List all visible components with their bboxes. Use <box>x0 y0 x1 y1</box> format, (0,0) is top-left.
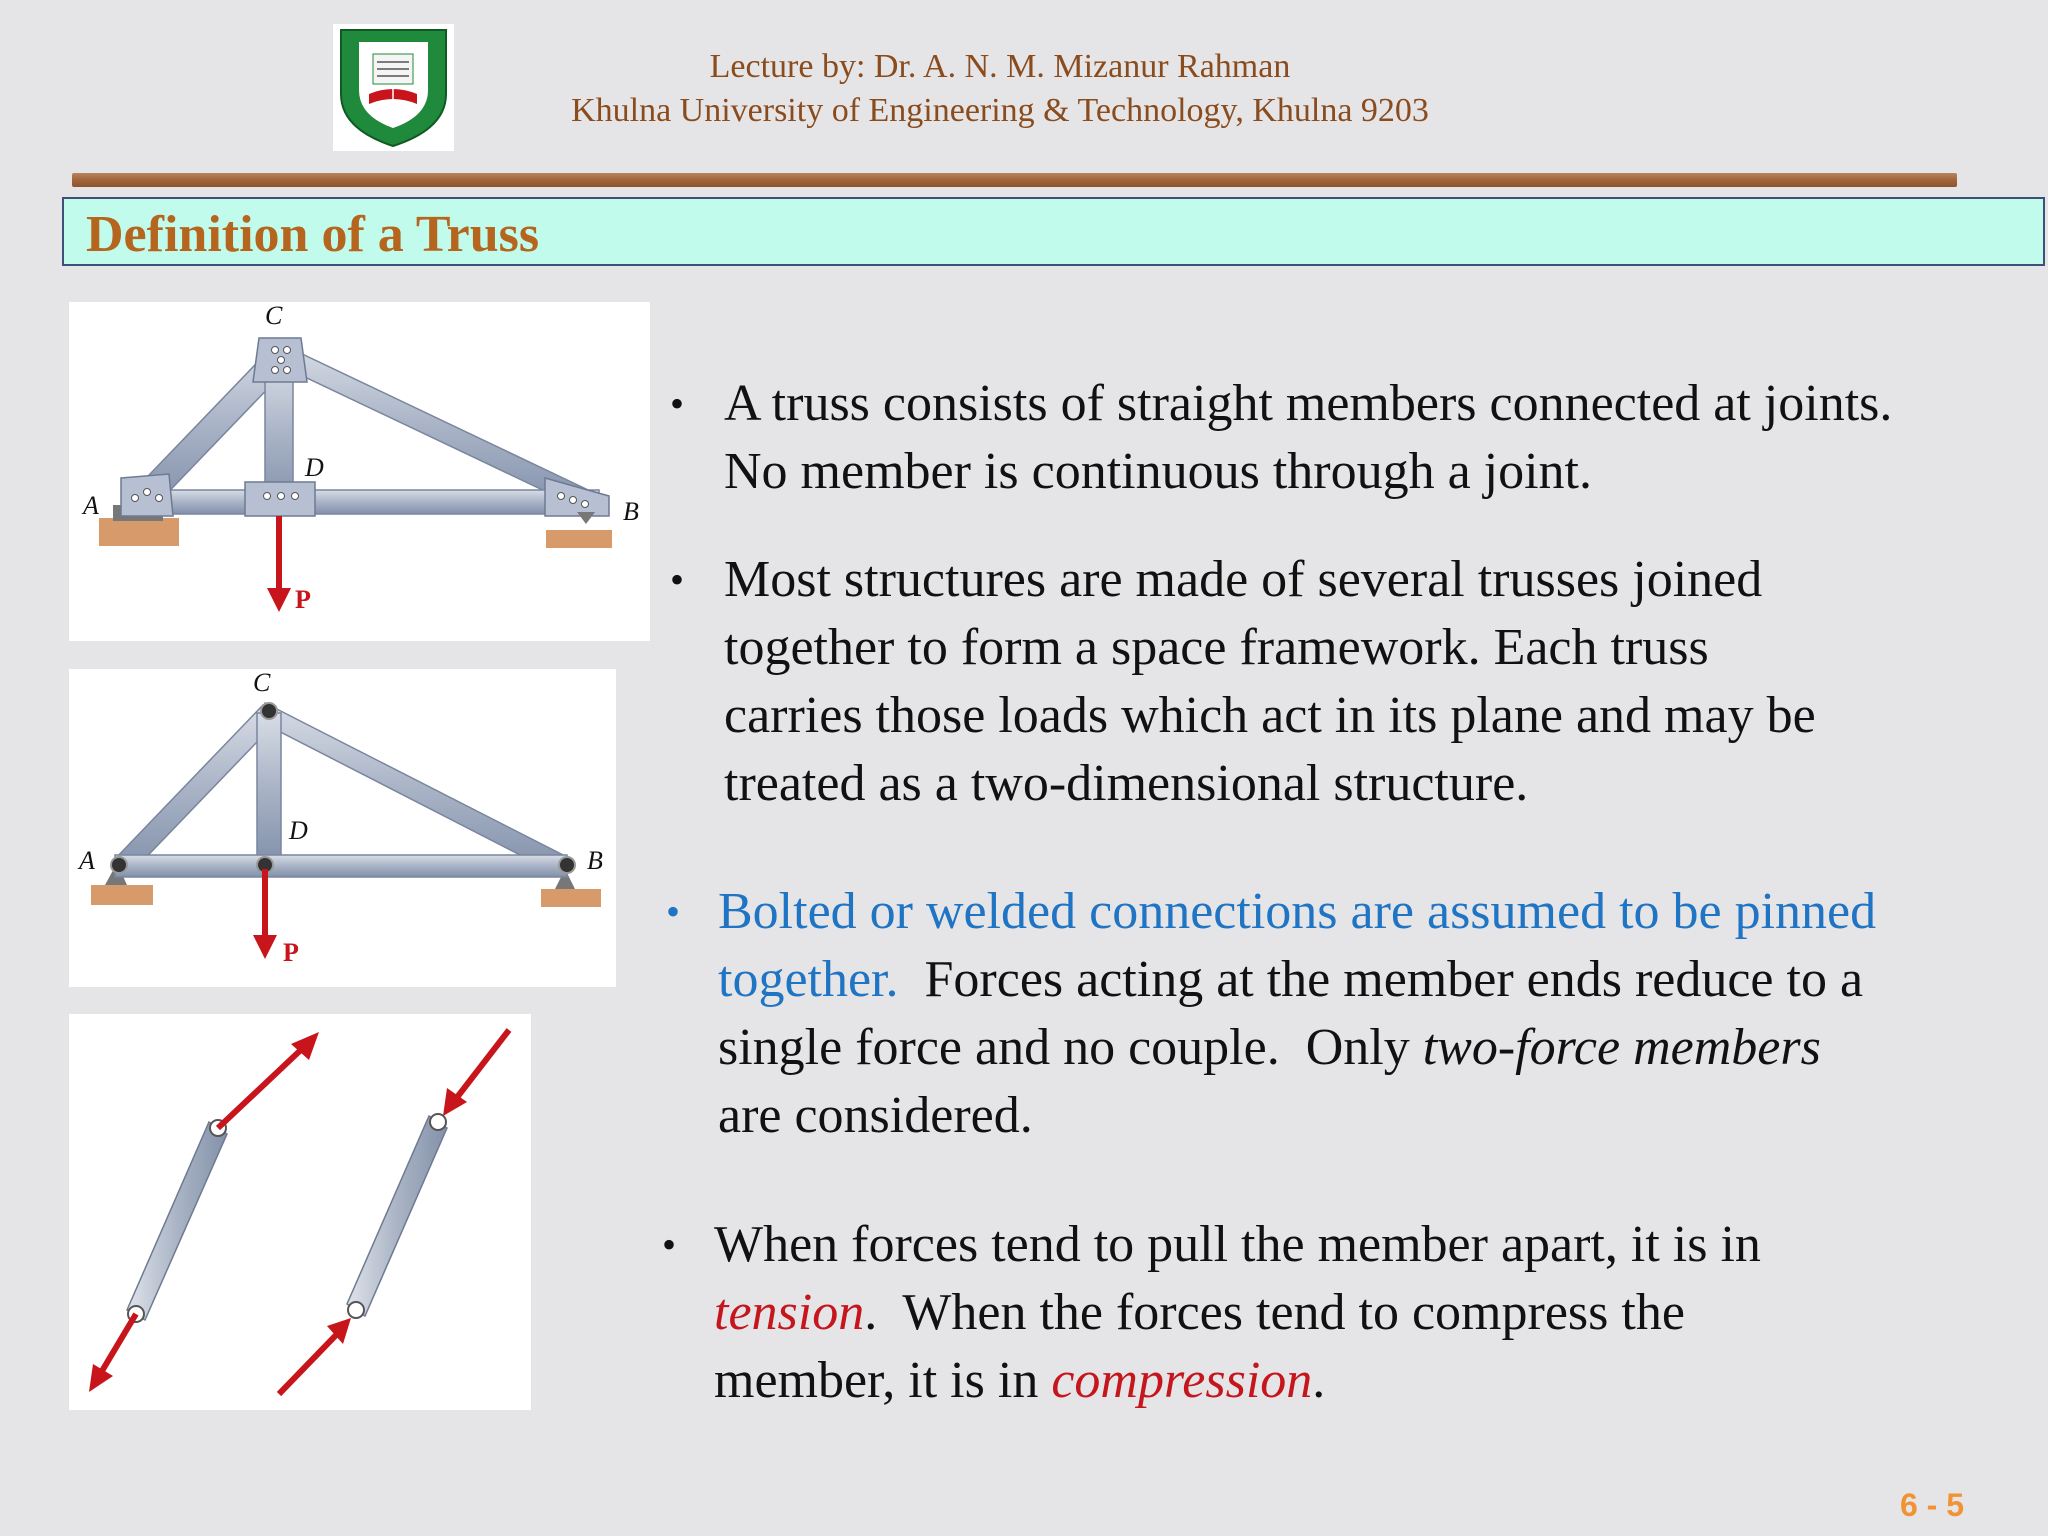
truss-figure-pinned <box>69 669 616 987</box>
bullet-2-line-4: treated as a two-dimensional structure. <box>724 755 1529 812</box>
bullet-3-line-2-rest: Forces acting at the member ends reduce to a <box>898 951 1864 1008</box>
label-c: C <box>265 302 283 330</box>
bullet-3-line-3 <box>718 1014 1821 1082</box>
bullet-1-line-2: No member is continuous through a joint. <box>724 443 1593 500</box>
gusset-truss-illustration <box>69 302 650 641</box>
support-a <box>99 518 179 546</box>
pinned-truss-illustration <box>69 669 616 987</box>
label-a: A <box>79 846 95 875</box>
bullet-3-highlight-2: together. <box>718 951 899 1008</box>
tension-member <box>89 1032 319 1392</box>
label-a: A <box>83 491 99 520</box>
bullet-3-line-3-pre: single force and no couple. Only <box>718 1019 1423 1076</box>
compression-member <box>279 1030 509 1394</box>
support-b <box>546 530 612 548</box>
bullet-dot: • <box>666 889 681 934</box>
bullet-4-line-2-rest: . When the forces tend to compress the <box>864 1284 1685 1341</box>
bullet-2-line-3: carries those loads which act in its plane and may be <box>724 687 1816 744</box>
bullet-3-highlight-1: Bolted or welded connections are assumed to be pinned <box>718 883 1877 940</box>
bullet-4-line-2 <box>714 1279 1685 1347</box>
bullet-dot: • <box>662 1222 677 1267</box>
slide-title-bar <box>62 197 2045 266</box>
label-c: C <box>253 669 271 697</box>
compression-term: compression <box>1051 1352 1313 1409</box>
bullet-dot: • <box>670 381 685 426</box>
two-force-members-illustration <box>69 1014 531 1410</box>
label-b: B <box>623 497 639 526</box>
bullet-2-line-1: Most structures are made of several trusses joined <box>724 551 1763 608</box>
bullet-3-line-2 <box>718 946 1863 1014</box>
bullet-4-line-1: When forces tend to pull the member apart, it is in <box>714 1216 1761 1273</box>
label-d: D <box>289 816 308 845</box>
label-p: P <box>283 938 299 967</box>
bullet-3-line-4: are considered. <box>718 1087 1033 1144</box>
bullet-4-line-3-pre: member, it is in <box>714 1352 1052 1409</box>
bullet-2-line-2: together to form a space framework. Each truss <box>724 619 1709 676</box>
truss-figure-gusset <box>69 302 650 641</box>
tension-term: tension <box>714 1284 865 1341</box>
label-b: B <box>587 846 603 875</box>
header-divider <box>72 173 1957 187</box>
bullet-3-line-1 <box>718 878 1876 946</box>
university-seal-icon <box>333 24 454 151</box>
page-number: 6 - 5 <box>1899 1487 1964 1523</box>
bullet-4-period: . <box>1312 1352 1326 1409</box>
bullet-dot: • <box>670 557 685 602</box>
bullet-3-two-force-term: two-force members <box>1422 1019 1821 1076</box>
bullet-1-line-1: A truss consists of straight members connected at joints. <box>724 375 1893 432</box>
university-logo <box>333 24 454 151</box>
lecture-header <box>500 45 1500 133</box>
university-line: Khulna University of Engineering & Technology, Khulna 9203 <box>571 92 1429 129</box>
slide-title: Definition of a Truss <box>86 206 540 263</box>
two-force-members-figure <box>69 1014 531 1410</box>
bullet-4-line-3 <box>714 1347 1325 1415</box>
label-d: D <box>305 453 324 482</box>
lecturer-line: Lecture by: Dr. A. N. M. Mizanur Rahman <box>709 48 1291 85</box>
label-p: P <box>295 585 311 614</box>
